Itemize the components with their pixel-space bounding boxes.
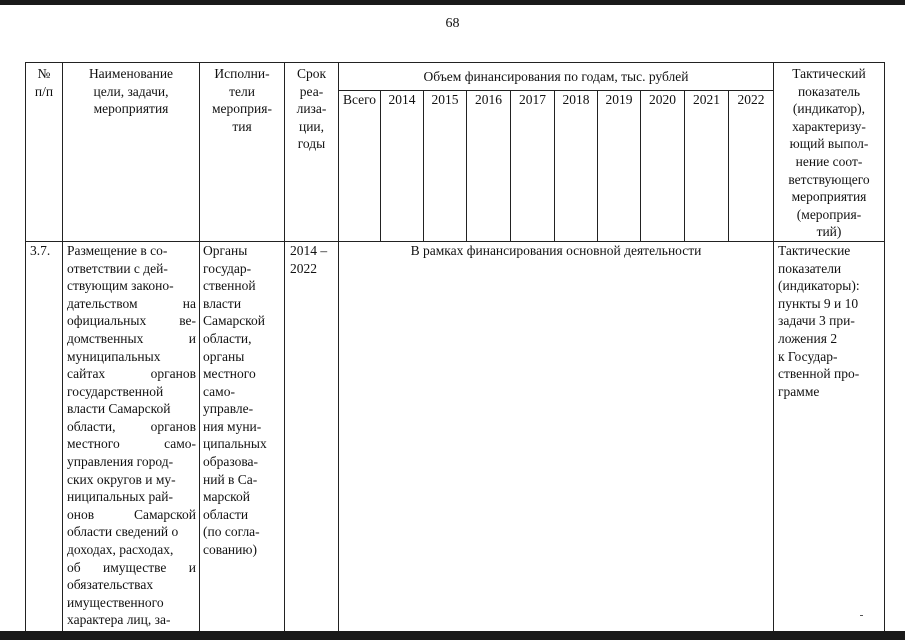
row-name-line: [67, 312, 196, 330]
row-name-line: [67, 523, 196, 541]
header-total: Всего: [339, 91, 381, 242]
row-name: [63, 241, 200, 631]
row-name-line: [67, 435, 196, 453]
row-name-line: [67, 330, 196, 348]
row-name-line: [67, 348, 196, 366]
row-executors-line: органы: [203, 348, 245, 364]
header-year: 2017: [511, 91, 555, 242]
row-name-line: [67, 418, 196, 436]
row-name-word: ве-: [179, 313, 196, 329]
row-executors-line: само-: [203, 383, 235, 399]
row-name-word: ствующим законо-: [67, 278, 174, 294]
row-name-word: доходах, расходах,: [67, 542, 174, 558]
row-name-line: [67, 400, 196, 418]
row-name-line: [67, 453, 196, 471]
row-name-word: области сведений о: [67, 524, 179, 540]
row-indicator-line: Тактические: [778, 242, 851, 258]
row-name-word: на: [182, 295, 196, 311]
row-name-word: и: [188, 559, 196, 575]
row-name-word: органов: [150, 418, 196, 434]
row-name-word: и: [188, 330, 196, 346]
row-name-word: управления город-: [67, 454, 174, 470]
row-name-word: ниципальных рай-: [67, 489, 174, 505]
row-name-word: Размещение в со-: [67, 242, 168, 258]
row-executors-line: Самарской: [203, 313, 266, 329]
scan-border-bottom: [0, 631, 905, 640]
scan-speck: [860, 615, 863, 616]
row-name-word: онов: [67, 506, 95, 522]
row-name-word: домственных: [67, 330, 144, 346]
row-executors-line: местного: [203, 366, 256, 382]
header-year: 2016: [467, 91, 511, 242]
row-name-word: местного: [67, 436, 120, 452]
row-name-word: ответствии с дей-: [67, 260, 168, 276]
header-funding: Объем финансирования по годам, тыс. рублей: [339, 63, 774, 91]
row-name-word: об: [67, 559, 81, 575]
row-name-line: [67, 471, 196, 489]
row-number: 3.7.: [26, 241, 63, 631]
row-executors-line: управле-: [203, 401, 254, 417]
row-executors-line: ний в Са-: [203, 471, 258, 487]
row-executors-line: власти: [203, 295, 242, 311]
row-executors-line: ния муни-: [203, 418, 262, 434]
header-term: Срок реа- лиза- ции, годы: [285, 63, 339, 242]
row-name-word: имущественного: [67, 594, 164, 610]
row-executors-line: образова-: [203, 454, 259, 470]
header-year: 2014: [381, 91, 424, 242]
row-name-word: органов: [150, 366, 196, 382]
row-term: [285, 241, 339, 631]
row-executors-line: области,: [203, 330, 252, 346]
row-name-word: области,: [67, 418, 116, 434]
row-indicator-line: ложения 2: [778, 330, 838, 346]
row-name-line: [67, 488, 196, 506]
row-name-word: имуществе: [102, 559, 167, 575]
row-executors-line: ципальных: [203, 436, 267, 452]
row-name-line: [67, 576, 196, 594]
row-name-word: обязательствах: [67, 577, 154, 593]
row-name-line: [67, 383, 196, 401]
row-name-word: дательством: [67, 295, 138, 311]
header-year: 2021: [685, 91, 729, 242]
row-name-word: ских округов и му-: [67, 471, 176, 487]
program-table: [25, 62, 885, 632]
row-name-word: характера лиц, за-: [67, 612, 171, 628]
header-year: 2020: [641, 91, 685, 242]
header-year: 2019: [598, 91, 641, 242]
row-indicator-line: показатели: [778, 260, 842, 276]
row-name-word: само-: [164, 436, 196, 452]
row-indicator-line: (индикаторы):: [778, 278, 860, 294]
row-name-line: [67, 260, 196, 278]
row-indicator-line: ственной про-: [778, 366, 860, 382]
row-executors-line: ственной: [203, 278, 256, 294]
row-name-line: [67, 611, 196, 629]
row-name-word: муниципальных: [67, 348, 161, 364]
row-name-line: [67, 242, 196, 260]
row-name-word: сайтах: [67, 366, 106, 382]
row-executors-line: Органы: [203, 242, 248, 258]
row-name-line: [67, 295, 196, 313]
row-executors-line: (по согла-: [203, 524, 260, 540]
row-name-line: [67, 277, 196, 295]
header-name: Наименование цели, задачи, мероприятия: [63, 63, 200, 242]
row-name-line: [67, 541, 196, 559]
header-number: № п/п: [26, 63, 63, 242]
row-term-line: 2022: [290, 260, 317, 276]
row-name-line: [67, 559, 196, 577]
header-indicator: Тактический показатель (индикатор), характеризу- ющий выпол- нение соот- ветствующего мероприятия (мероприя- тий): [774, 63, 885, 242]
page-number: 68: [445, 16, 460, 31]
row-name-line: [67, 506, 196, 524]
row-name-word: власти Самарской: [67, 401, 171, 417]
row-indicator: [774, 241, 885, 631]
row-executors-line: марской: [203, 489, 251, 505]
header-executors: Исполни- тели мероприя- тия: [200, 63, 285, 242]
row-funding-note: В рамках финансирования основной деятельности: [339, 241, 774, 631]
row-name-line: [67, 365, 196, 383]
row-indicator-line: задачи 3 при-: [778, 313, 855, 329]
header-year: 2018: [555, 91, 598, 242]
header-year: 2022: [729, 91, 774, 242]
table-row: [26, 241, 885, 631]
row-indicator-line: к Государ-: [778, 348, 838, 364]
scan-border-top: [0, 0, 905, 5]
row-name-word: официальных: [67, 313, 147, 329]
row-term-line: 2014 –: [290, 242, 328, 258]
row-name-word: Самарской: [133, 506, 196, 522]
row-indicator-line: пункты 9 и 10: [778, 295, 859, 311]
row-executors-line: государ-: [203, 260, 252, 276]
row-executors-line: области: [203, 506, 249, 522]
row-name-word: государственной: [67, 383, 164, 399]
row-indicator-line: грамме: [778, 383, 820, 399]
row-name-line: [67, 594, 196, 612]
row-executors: [200, 241, 285, 631]
header-year: 2015: [424, 91, 467, 242]
row-executors-line: сованию): [203, 542, 257, 558]
